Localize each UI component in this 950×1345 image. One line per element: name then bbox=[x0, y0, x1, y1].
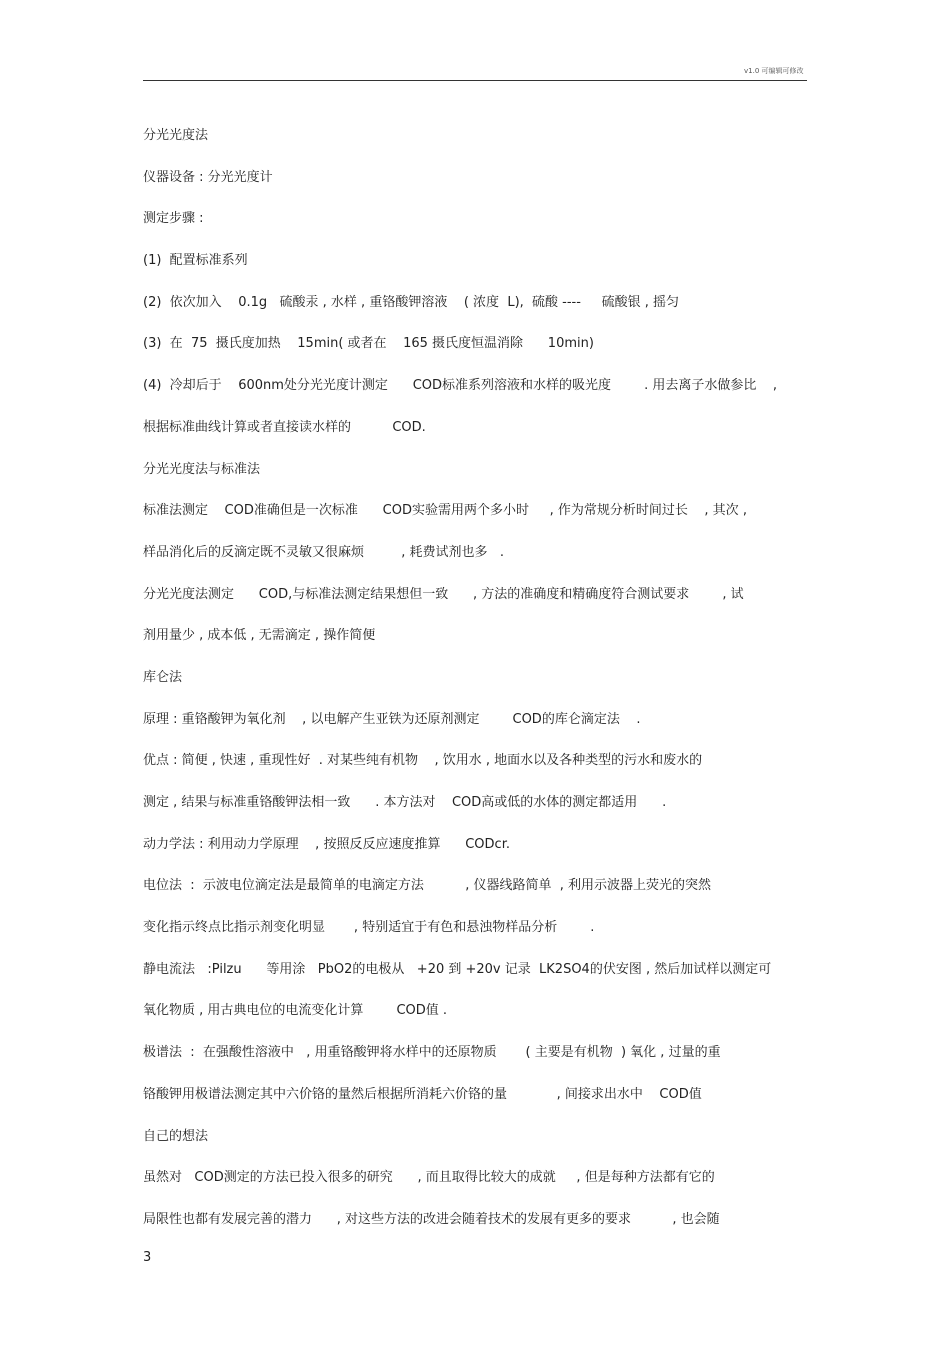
text-line: (1) 配置标准系列 bbox=[143, 253, 248, 269]
text-line: 局限性也都有发展完善的潜力 , 对这些方法的改进会随着技术的发展有更多的要求 , 也会随 bbox=[143, 1211, 720, 1227]
section-heading-coulometry: 库仑法 bbox=[143, 669, 183, 685]
text-line: 分光光度法测定 COD,与标准法测定结果想但一致 , 方法的准确度和精确度符合测试要求 , 试 bbox=[143, 586, 744, 602]
text-line: 仪器设备 : 分光光度计 bbox=[143, 169, 273, 185]
text-line: 标准法测定 COD准确但是一次标准 COD实验需用两个多小时 , 作为常规分析时间过长 , 其次 , bbox=[143, 503, 747, 519]
section-heading-own-thoughts: 自己的想法 bbox=[143, 1128, 209, 1144]
text-line: 测定步骤 : bbox=[143, 211, 204, 227]
header-version-label: v1.0 可编辑可修改 bbox=[744, 67, 804, 75]
text-line: 剂用量少 , 成本低 , 无需滴定 , 操作简便 bbox=[143, 628, 376, 644]
text-line: 静电流法 :Pilzu 等用涂 PbO2的电极从 +20 到 +20v 记录 LK2SO4的伏安图 , 然后加试样以测定可 bbox=[143, 961, 772, 977]
text-line: 根据标准曲线计算或者直接读水样的 COD. bbox=[143, 419, 426, 435]
text-line: 变化指示终点比指示剂变化明显 , 特别适宜于有色和悬浊物样品分析 . bbox=[143, 920, 595, 936]
header-divider bbox=[143, 80, 807, 81]
text-line: 原理 : 重铬酸钾为氧化剂 , 以电解产生亚铁为还原剂测定 COD的库仑滴定法 . bbox=[143, 711, 641, 727]
text-line: 氧化物质 , 用古典电位的电流变化计算 COD值 . bbox=[143, 1003, 448, 1019]
page-number: 3 bbox=[143, 1250, 152, 1265]
text-line: (4) 冷却后于 600nm处分光光度计测定 COD标准系列溶液和水样的吸光度 . 用去离子水做参比 , bbox=[143, 378, 778, 394]
text-line: 样品消化后的反滴定既不灵敏又很麻烦 , 耗费试剂也多 . bbox=[143, 544, 504, 560]
document-body bbox=[143, 124, 823, 1250]
text-line: 电位法 : 示波电位滴定法是最简单的电滴定方法 , 仪器线路简单 , 利用示波器上荧光的突然 bbox=[143, 878, 712, 894]
text-line: (2) 依次加入 0.1g 硫酸汞 , 水样 , 重铬酸钾溶液 ( 浓度 L), 硫酸 ---- 硫酸银 , 摇匀 bbox=[143, 294, 679, 310]
section-heading-comparison: 分光光度法与标准法 bbox=[143, 461, 261, 477]
text-line: (3) 在 75 摄氏度加热 15min( 或者在 165 摄氏度恒温消除 10min) bbox=[143, 336, 594, 352]
text-line: 优点 : 简便 , 快速 , 重现性好 . 对某些纯有机物 , 饮用水 , 地面水以及各种类型的污水和废水的 bbox=[143, 753, 703, 769]
text-line: 动力学法 : 利用动力学原理 , 按照反反应速度推算 CODcr. bbox=[143, 836, 510, 852]
text-line: 铬酸钾用极谱法测定其中六价铬的量然后根据所消耗六价铬的量 , 间接求出水中 COD值 bbox=[143, 1086, 702, 1102]
text-line: 虽然对 COD测定的方法已投入很多的研究 , 而且取得比较大的成就 , 但是每种方法都有它的 bbox=[143, 1170, 715, 1186]
text-line: 测定 , 结果与标准重铬酸钾法相一致 . 本方法对 COD高或低的水体的测定都适用 . bbox=[143, 795, 667, 810]
text-line: 极谱法 : 在强酸性溶液中 , 用重铬酸钾将水样中的还原物质 ( 主要是有机物 ) 氧化 , 过量的重 bbox=[143, 1045, 721, 1061]
section-heading-spectrophotometry: 分光光度法 bbox=[143, 128, 209, 143]
